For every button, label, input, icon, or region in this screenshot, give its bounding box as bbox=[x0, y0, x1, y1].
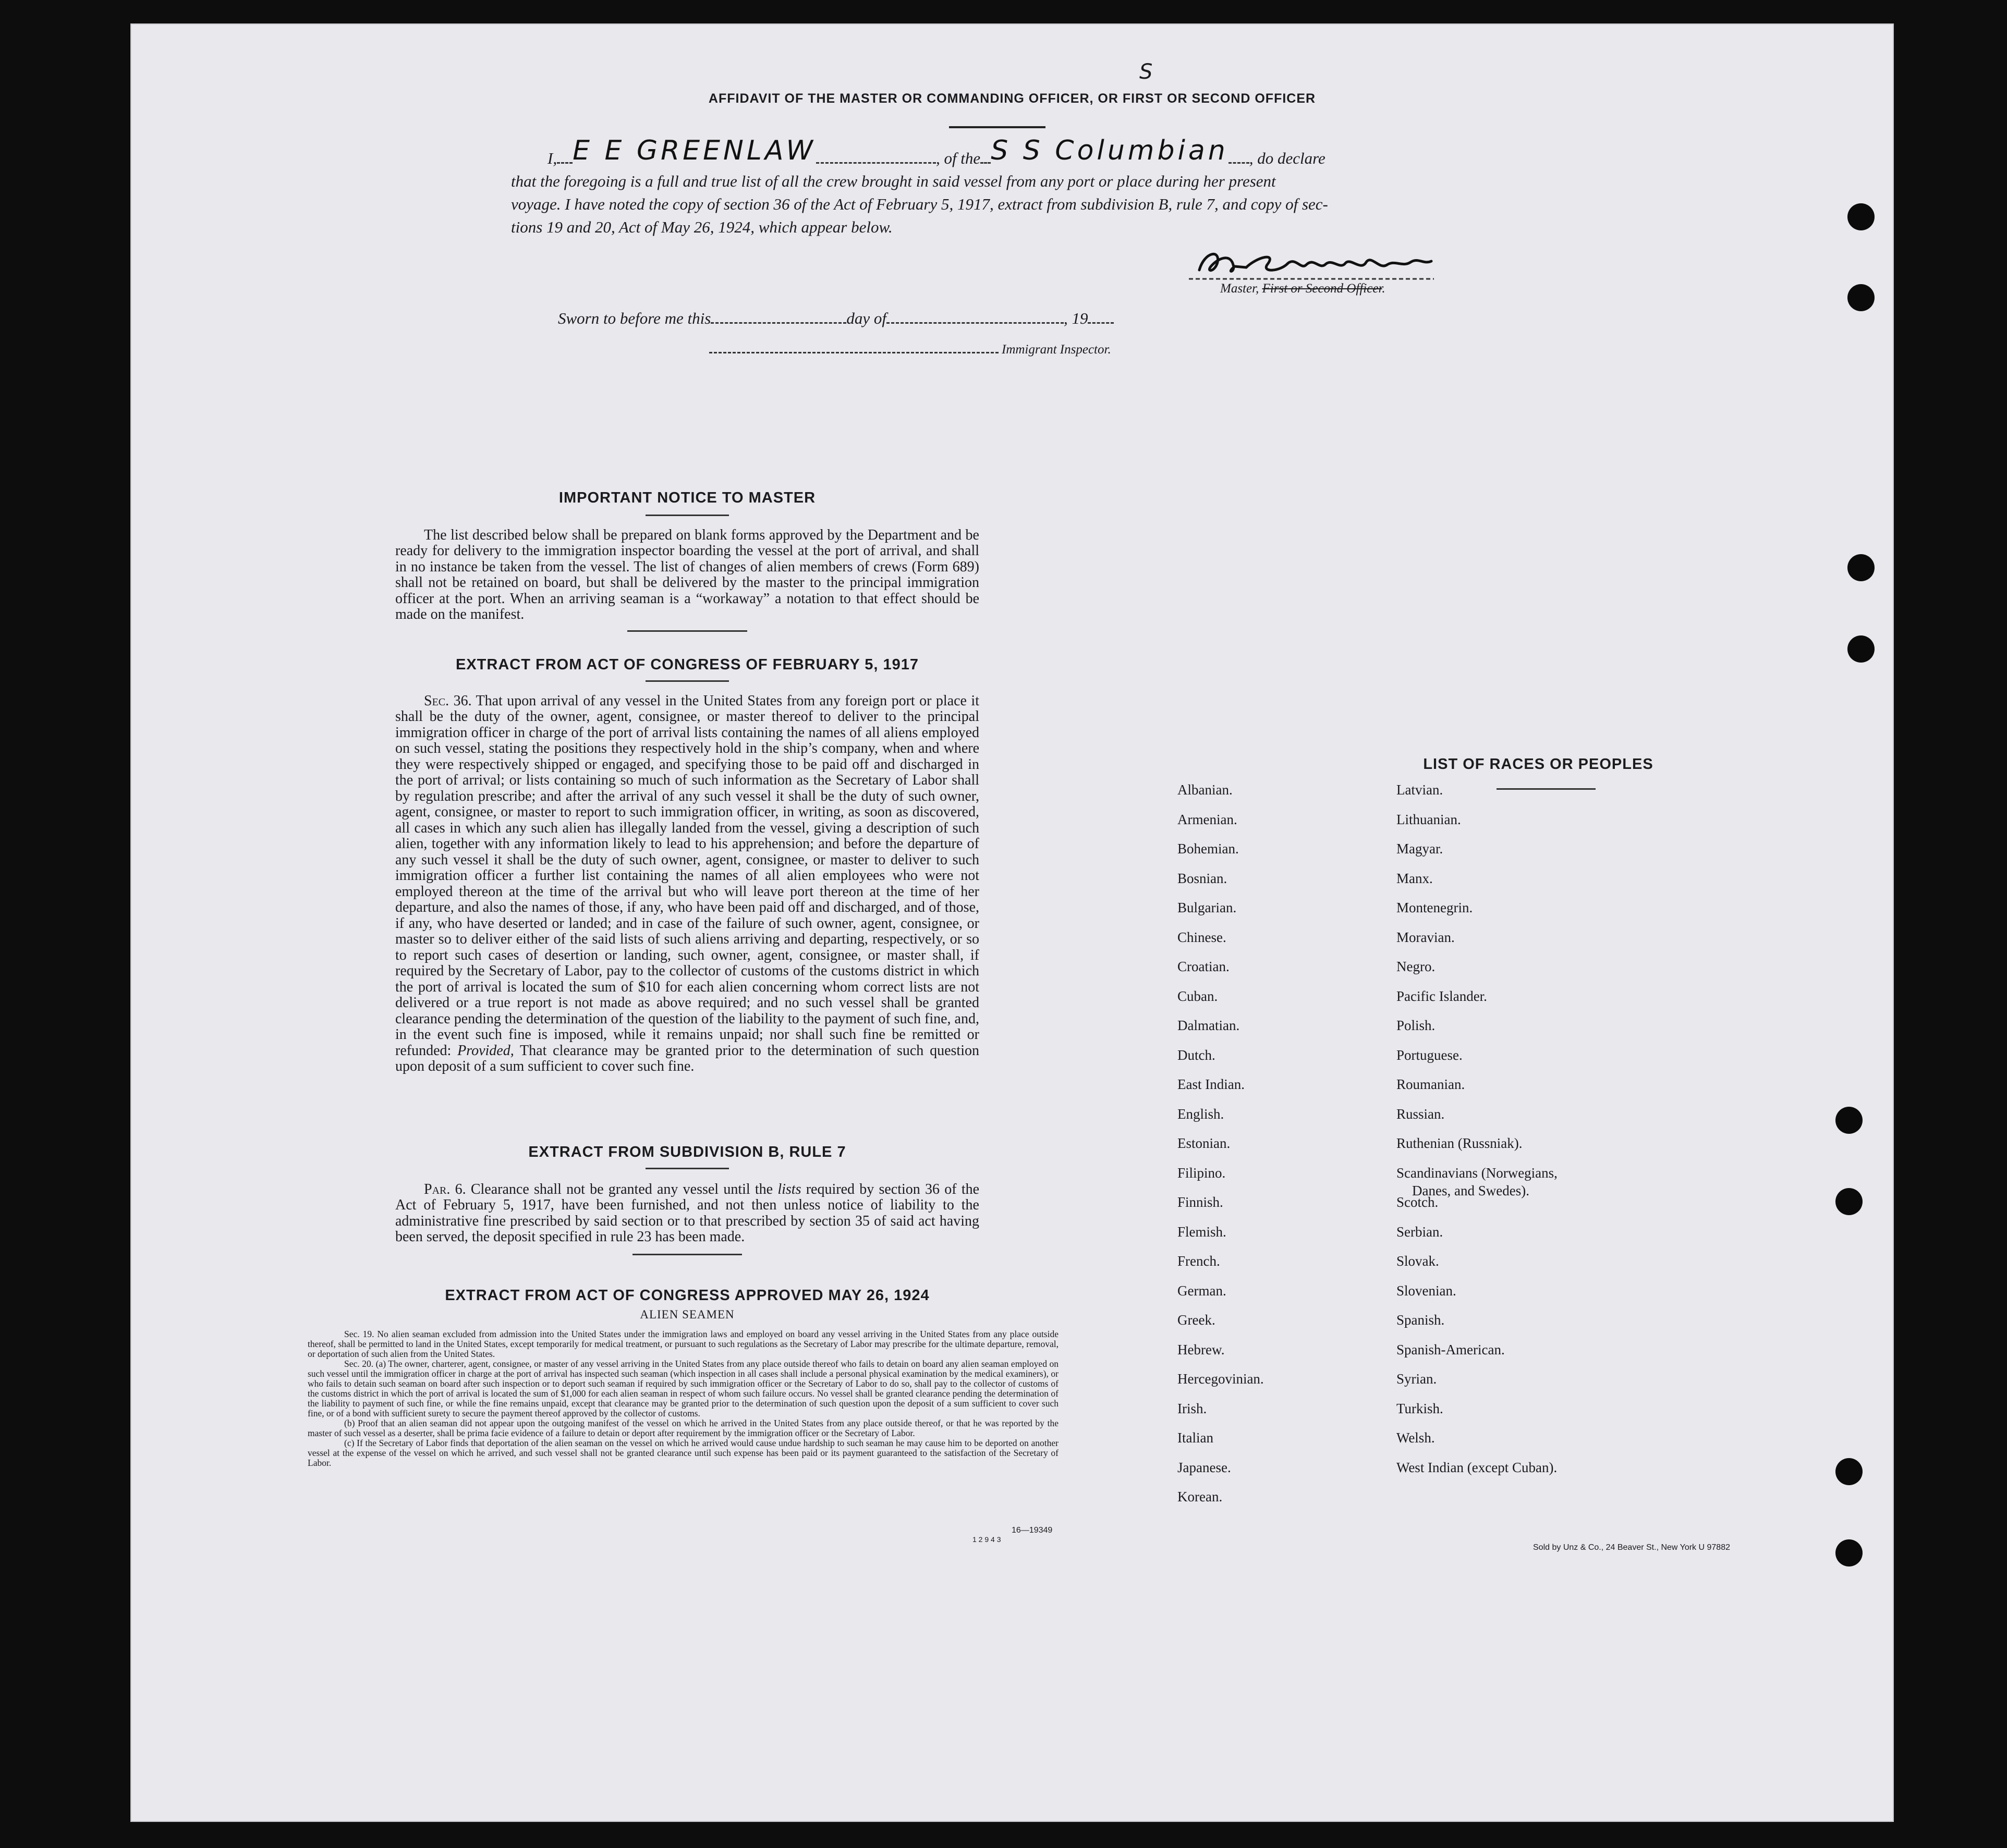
alien-seamen-subtitle: ALIEN SEAMEN bbox=[640, 1307, 735, 1321]
race-item: Scandinavians (Norwegians, bbox=[1396, 1165, 1558, 1181]
race-item: Turkish. bbox=[1396, 1400, 1443, 1416]
par-6-label: Par. 6. bbox=[424, 1181, 466, 1197]
race-item: Welsh. bbox=[1396, 1430, 1435, 1446]
race-item: Croatian. bbox=[1177, 959, 1230, 974]
races-title: LIST OF RACES OR PEOPLES bbox=[1423, 756, 1653, 773]
year-text: , 19 bbox=[1063, 309, 1088, 327]
lists-word: lists bbox=[777, 1181, 801, 1197]
signature-struck-label: First or Second Officer bbox=[1262, 282, 1382, 296]
race-item: Irish. bbox=[1177, 1400, 1207, 1416]
inspector-label: Immigrant Inspector. bbox=[1002, 342, 1111, 357]
race-item: Negro. bbox=[1396, 959, 1436, 974]
provided-word: Provided, bbox=[457, 1042, 514, 1059]
race-item: Spanish-American. bbox=[1396, 1341, 1505, 1357]
affidavit-line-2: that the foregoing is a full and true list of all the crew brought in said vessel from any port or place during her present bbox=[511, 172, 1276, 190]
notice-section bbox=[395, 490, 979, 632]
race-item: Bohemian. bbox=[1177, 841, 1239, 856]
signature-caption bbox=[1220, 282, 1385, 296]
race-item: Filipino. bbox=[1177, 1165, 1226, 1181]
divider bbox=[646, 680, 729, 682]
race-item: French. bbox=[1177, 1253, 1220, 1269]
race-item: Dutch. bbox=[1177, 1047, 1215, 1063]
race-item: Serbian. bbox=[1396, 1223, 1443, 1240]
sec-20c-text: (c) If the Secretary of Labor finds that deportation of the alien seaman on the vessel on which he arrived would cause undue hardship to such seaman he may cause him to be deported on another vessel at the expense of the vessel on which he arrived, and such vessel shall not be granted clearance until such expense has been paid or its payment guaranteed to the satisfaction of the Secretary of Labor. bbox=[308, 1438, 1059, 1468]
race-item: Cuban. bbox=[1177, 988, 1218, 1004]
form-code-secondary: 1 2 9 4 3 bbox=[972, 1535, 1001, 1544]
race-item: Spanish. bbox=[1396, 1312, 1445, 1328]
race-item: Slovak. bbox=[1396, 1253, 1439, 1269]
form-code: 16—19349 bbox=[1012, 1526, 1053, 1535]
master-signature bbox=[1189, 241, 1434, 283]
extract-1917-section bbox=[395, 657, 979, 1075]
race-item: Bosnian. bbox=[1177, 870, 1227, 886]
race-item: Scotch. bbox=[1396, 1194, 1439, 1210]
day-of-text: day of bbox=[846, 309, 886, 327]
sec-36-text-end: That clearance may be granted prior to the determination of such question upon deposit of a sum sufficient to cover such fine. bbox=[395, 1042, 979, 1074]
divider bbox=[632, 1254, 742, 1255]
binder-hole bbox=[1847, 284, 1875, 311]
race-item: East Indian. bbox=[1177, 1076, 1245, 1092]
sec-20a-text: Sec. 20. (a) The owner, charterer, agent, consignee, or master of any vessel arriving in the United States from any place outside thereof who fails to detain on board any alien seaman employed on such vessel until the immigration officer in charge at the port of arrival has inspected such seaman (which inspection in all cases shall include a personal physical examination by the medical examiners), or who fails to detain such seaman on board after such inspection or to deport such seaman if required by such immigration officer or the Secretary of Labor to do so, shall pay to the collector of customs of the customs district in which the port of arrival is located the sum of $1,000 for each alien seaman in respect of whom such failure occurs. No vessel shall be granted clearance pending the determination of the liability to payment of such fine, or while the fine remains unpaid, except that clearance may be granted prior to the determination of such question upon the deposit of a sum sufficient to cover such fine, or of a bond with sufficient surety to secure the payment thereof approved by the collector of customs. bbox=[308, 1359, 1059, 1418]
race-item: Roumanian. bbox=[1396, 1076, 1465, 1092]
race-item: Dalmatian. bbox=[1177, 1018, 1240, 1033]
race-item: Russian. bbox=[1396, 1106, 1445, 1122]
affidavit-line-3: voyage. I have noted the copy of section 36 of the Act of February 5, 1917, extract from subdivision B, rule 7, and copy of sec- bbox=[511, 195, 1328, 213]
document-page bbox=[130, 23, 1894, 1822]
binder-hole bbox=[1847, 203, 1875, 230]
race-item: Polish. bbox=[1396, 1018, 1436, 1033]
race-item: Slovenian. bbox=[1396, 1282, 1456, 1299]
race-item: Hercegovinian. bbox=[1177, 1371, 1264, 1387]
master-name-handwritten: E E GREENLAW bbox=[573, 135, 816, 166]
extract-1917-body bbox=[395, 693, 979, 1075]
sworn-line bbox=[558, 309, 1114, 328]
binder-hole bbox=[1835, 1539, 1863, 1566]
race-item: Magyar. bbox=[1396, 841, 1443, 856]
divider bbox=[949, 126, 1045, 128]
race-item: Armenian. bbox=[1177, 811, 1237, 827]
binder-hole bbox=[1847, 554, 1875, 581]
rule-7-body bbox=[395, 1182, 979, 1245]
extract-1924-title: EXTRACT FROM ACT OF CONGRESS APPROVED MAY 26, 1924 bbox=[445, 1287, 930, 1304]
race-item: Moravian. bbox=[1396, 929, 1455, 945]
rule-7-title: EXTRACT FROM SUBDIVISION B, RULE 7 bbox=[528, 1144, 846, 1160]
race-item: Chinese. bbox=[1177, 929, 1226, 945]
rule-7-section bbox=[395, 1144, 979, 1255]
par-6-text-end: required by section 36 of the Act of February 5, 1917, have been furnished, and not then unless notice of liability to the administrative fine prescribed by said section or to that prescribed by section 35 of said act having been served, the deposit specified in rule 23 has been made. bbox=[395, 1181, 980, 1245]
affidavit-line-4: tions 19 and 20, Act of May 26, 1924, which appear below. bbox=[511, 218, 893, 236]
race-item: Albanian. bbox=[1177, 782, 1233, 798]
race-item: West Indian (except Cuban). bbox=[1396, 1459, 1558, 1475]
race-item: Ruthenian (Russniak). bbox=[1396, 1135, 1523, 1151]
extract-1924-heading bbox=[395, 1288, 979, 1323]
binder-hole bbox=[1835, 1188, 1863, 1215]
binder-hole bbox=[1835, 1458, 1863, 1485]
race-item: Bulgarian. bbox=[1177, 900, 1237, 915]
vessel-name-handwritten: S S Columbian bbox=[991, 135, 1228, 166]
affidavit-title: AFFIDAVIT OF THE MASTER OR COMMANDING OFFICER, OR FIRST OR SECOND OFFICER bbox=[708, 91, 1316, 106]
binder-hole bbox=[1847, 635, 1875, 663]
corner-mark: S bbox=[1139, 60, 1153, 84]
affidavit-line-1 bbox=[511, 135, 1627, 170]
race-item: Estonian. bbox=[1177, 1135, 1231, 1151]
race-item: Korean. bbox=[1177, 1489, 1223, 1504]
divider bbox=[1497, 788, 1596, 790]
race-item: Finnish. bbox=[1177, 1194, 1223, 1210]
printer-imprint: Sold by Unz & Co., 24 Beaver St., New York U 97882 bbox=[1533, 1543, 1730, 1552]
notice-title: IMPORTANT NOTICE TO MASTER bbox=[558, 489, 816, 506]
affidavit-body bbox=[511, 135, 1627, 239]
divider bbox=[646, 515, 729, 516]
race-item: Greek. bbox=[1177, 1312, 1215, 1328]
race-item: Italian bbox=[1177, 1430, 1213, 1446]
signature-master-label: Master, bbox=[1220, 282, 1262, 296]
declare-label: , do declare bbox=[1249, 149, 1325, 167]
race-item: Danes, and Swedes). bbox=[1412, 1182, 1529, 1198]
race-item: Pacific Islander. bbox=[1396, 988, 1487, 1004]
race-item: Latvian. bbox=[1396, 782, 1443, 798]
race-item: Manx. bbox=[1396, 870, 1433, 886]
sec-36-label: Sec. 36. bbox=[424, 692, 472, 709]
race-item: Montenegrin. bbox=[1396, 900, 1473, 915]
i-label: I, bbox=[548, 149, 557, 167]
race-item: English. bbox=[1177, 1106, 1224, 1122]
race-item: Lithuanian. bbox=[1396, 811, 1461, 827]
divider bbox=[646, 1168, 729, 1169]
sec-20b-text: (b) Proof that an alien seaman did not appear upon the outgoing manifest of the vessel on which he arrived in the United States from any place outside thereof, or that he was reported by the master of such vessel as a deserter, shall be prima facie evidence of a failure to detain or deport after requirement by the immigration officer or the Secretary of Labor. bbox=[308, 1418, 1059, 1438]
extract-1917-title: EXTRACT FROM ACT OF CONGRESS OF FEBRUARY 5, 1917 bbox=[455, 656, 919, 673]
race-item: Hebrew. bbox=[1177, 1341, 1225, 1357]
race-item: German. bbox=[1177, 1282, 1226, 1299]
inspector-line bbox=[709, 342, 1111, 357]
divider bbox=[627, 630, 747, 632]
of-the-label: , of the bbox=[935, 149, 981, 167]
race-item: Syrian. bbox=[1396, 1371, 1437, 1387]
notice-body: The list described below shall be prepared on blank forms approved by the Department and be ready for delivery to the immigration inspector boarding the vessel at the port of arrival, and shall in no instance be taken from the vessel. The list of changes of alien members of crews (Form 689) shall not be retained on board, but shall be delivered by the master to the principal immigration officer at the port. When an arriving seaman is a “workaway” a notation to that effect should be made on the manifest. bbox=[395, 527, 979, 622]
sec-19-text: Sec. 19. No alien seaman excluded from admission into the United States under the immigration laws and employed on board any vessel arriving in the United States from any place outside thereof, shall be permitted to land in the United States, except temporarily for medical treatment, or pursuant to such regulations as the Secretary of Labor may prescribe for the ultimate departure, removal, or deportation of such alien from the United States. bbox=[308, 1329, 1059, 1359]
par-6-text: Clearance shall not be granted any vessel until the bbox=[470, 1181, 773, 1197]
signature-label-end: . bbox=[1382, 282, 1385, 296]
race-item: Japanese. bbox=[1177, 1459, 1231, 1475]
sworn-text: Sworn to before me this bbox=[558, 309, 711, 327]
sec-36-text: That upon arrival of any vessel in the United States from any foreign port or place it shall be the duty of the owner, agent, consignee, or master thereof to deliver to the principal immigration officer in charge of the port of arrival lists containing the names of all aliens employed on such vessel, stating the positions they respectively hold in the ship’s company, when and where they were respectively shipped or engaged, and specifying those to be paid off and discharged in the port of arrival; or lists containing so much of such information as the Secretary of Labor shall by regulation prescribe; and after the arrival of any such vessel it shall be the duty of such owner, agent, consignee, or master to report to such immigration officer, in writing, as soon as discovered, all cases in which any such alien has illegally landed from the vessel, giving a description of such alien, together with any information likely to lead to his apprehension; and before the departure of any such vessel it shall be the duty of such owner, agent, consignee, or master to deliver to such immigration officer a further list containing the names of all alien employees who were not employed thereon at the time of the arrival but who will leave port thereon at the time of her departure, and also the names of those, if any, who have been paid off and discharged, and of those, if any, who have deserted or landed; and in case of the failure of such owner, agent, consignee, or master so to deliver either of the said lists of such aliens arriving and departing, respectively, or so to report such cases of desertion or landing, such owner, agent, consignee, or master shall, if required by the Secretary of Labor, pay to the collector of customs of the customs district in which the port of arrival is located the sum of $10 for each alien concerning whom correct lists are not delivered or a true report is not made as above required; and no such vessel shall be granted clearance pending the determination of the question of the liability to the payment of such fine, and, in the event such fine is imposed, while it remains unpaid; nor shall such fine be remitted or refunded: bbox=[395, 692, 979, 1059]
race-item: Portuguese. bbox=[1396, 1047, 1463, 1063]
extract-1924-body bbox=[308, 1329, 1059, 1468]
race-item: Flemish. bbox=[1177, 1223, 1226, 1240]
binder-hole bbox=[1835, 1107, 1863, 1134]
